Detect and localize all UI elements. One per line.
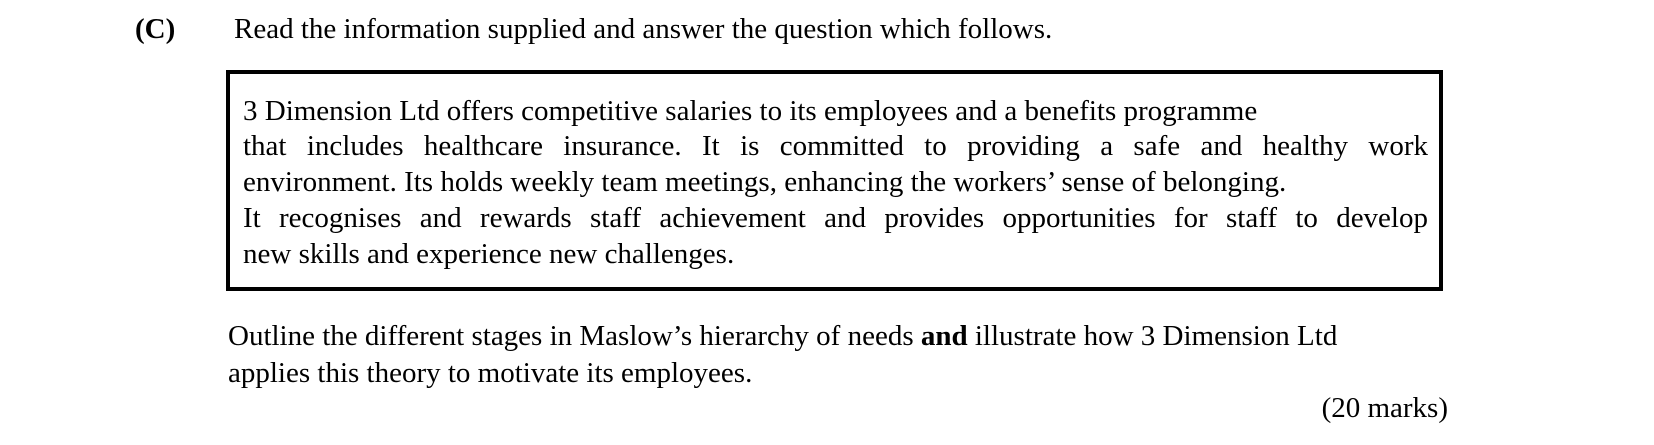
info-line-4: It recognises and rewards staff achievement and provides opportunities for staff to develop (243, 202, 1428, 234)
info-line-1: 3 Dimension Ltd offers competitive salaries to its employees and a benefits programme (243, 95, 1258, 127)
question-line-1 (228, 318, 1337, 354)
marks-label: (20 marks) (1321, 392, 1448, 424)
instruction-text: Read the information supplied and answer the question which follows. (234, 13, 1053, 45)
question-line-2: applies this theory to motivate its employees. (228, 357, 753, 389)
section-label: (C) (135, 13, 176, 45)
info-line-2: that includes healthcare insurance. It is committed to providing a safe and healthy work (243, 130, 1428, 162)
info-line-5: new skills and experience new challenges. (243, 238, 735, 270)
info-line-3: environment. Its holds weekly team meetings, enhancing the workers’ sense of belonging. (243, 166, 1287, 198)
question-bold-and: and (920, 320, 968, 352)
question-text-start: Outline the different stages in Maslow’s hierarchy of needs (228, 320, 921, 352)
question-text-end: illustrate how 3 Dimension Ltd (967, 320, 1338, 352)
